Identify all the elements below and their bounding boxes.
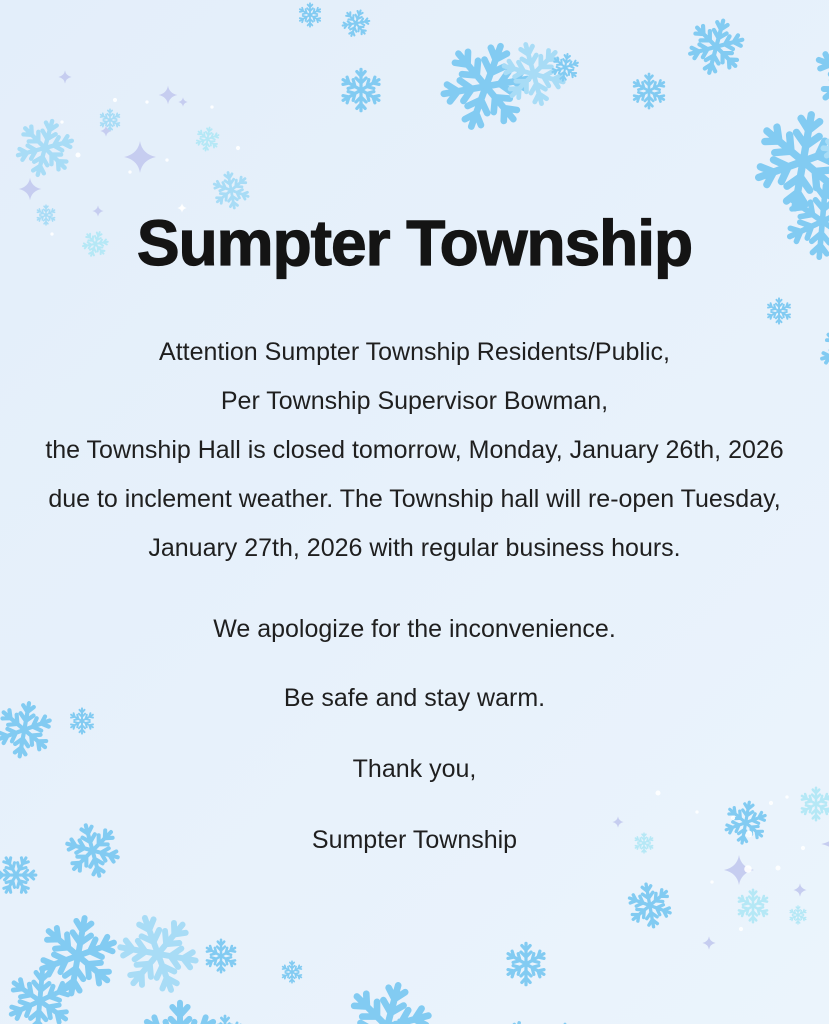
safety-text: Be safe and stay warm. [283,684,546,712]
page-title: Sumpter Township [136,207,693,279]
notice-line-4: due to inclement weather. The Township hall will re-open Tuesday, [48,485,781,513]
notice-line-1: Attention Sumpter Township Residents/Public, [159,338,670,366]
notice-line-2: Per Township Supervisor Bowman, [220,387,609,415]
notice-body [0,328,829,573]
apology-text: We apologize for the inconvenience. [213,615,616,643]
notice-line-3: the Township Hall is closed tomorrow, Monday, January 26th, 2026 [45,436,784,464]
notice-line-5: January 27th, 2026 with regular business hours. [148,534,681,562]
closing-text: Thank you, [352,755,477,783]
signature-text: Sumpter Township [311,826,518,854]
